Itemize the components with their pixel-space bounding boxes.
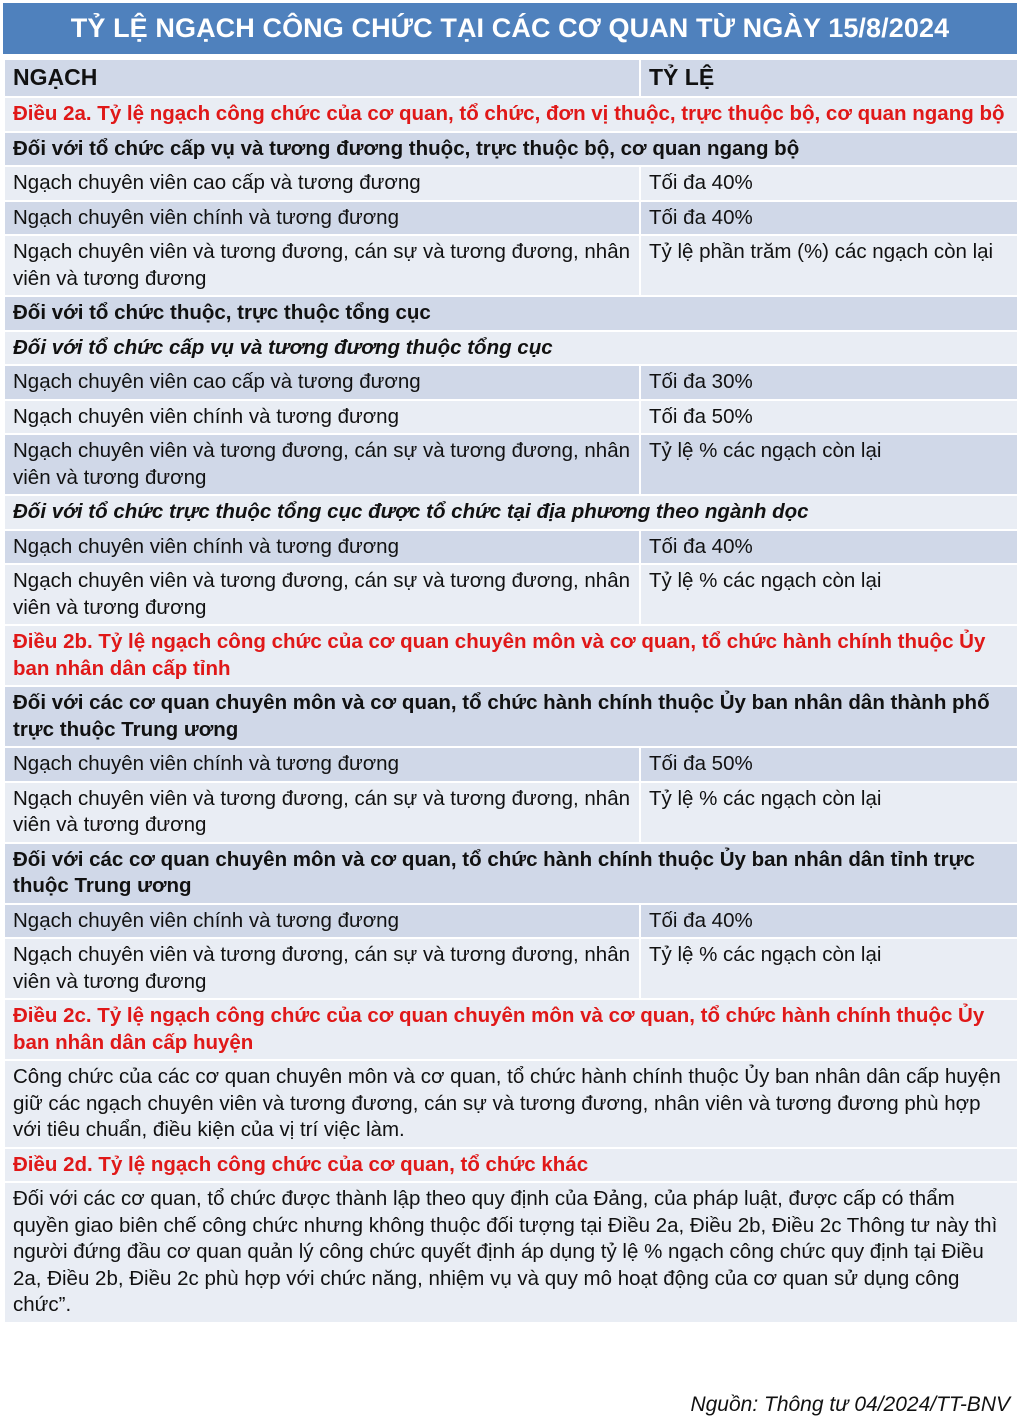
para-text: Đối với các cơ quan, tổ chức được thành lập theo quy định của Đảng, của pháp luật, được cấp có thẩm quyền giao biên chế công chức nhưng không thuộc đối tượng tại Điều 2a, Điều 2b, Điều 2c Thông tư này thì người đứng đầu cơ quan quản lý công chức quyết định áp dụng tỷ lệ % ngạch công chức quy định tại Điều 2a, Điều 2b, Điều 2c phù hợp với chức năng, nhiệm vụ và quy mô hoạt động của cơ quan sử dụng công chức”. — [4, 1182, 1018, 1323]
ratio-table — [3, 58, 1019, 1324]
header-ratio: TỶ LỆ — [640, 59, 1018, 97]
section-text: Đối với tổ chức cấp vụ và tương đương thuộc, trực thuộc bộ, cơ quan ngang bộ — [4, 132, 1018, 167]
table-row — [4, 166, 1018, 201]
grade-cell: Ngạch chuyên viên cao cấp và tương đương — [4, 365, 640, 400]
table-header-row — [4, 59, 1018, 97]
subsection-text: Đối với tổ chức cấp vụ và tương đương thuộc tổng cục — [4, 331, 1018, 366]
table-row — [4, 938, 1018, 999]
subsection-heading-row — [4, 331, 1018, 366]
table-row — [4, 201, 1018, 236]
ratio-cell: Tối đa 50% — [640, 400, 1018, 435]
section-heading-row — [4, 686, 1018, 747]
grade-cell: Ngạch chuyên viên và tương đương, cán sự và tương đương, nhân viên và tương đương — [4, 434, 640, 495]
table-row — [4, 564, 1018, 625]
para-text: Công chức của các cơ quan chuyên môn và cơ quan, tổ chức hành chính thuộc Ủy ban nhân dân cấp huyện giữ các ngạch chuyên viên và tương đương, cán sự và tương đương, nhân viên và tương đương phù hợp với tiêu chuẩn, điều kiện của vị trí việc làm. — [4, 1060, 1018, 1148]
table-row — [4, 747, 1018, 782]
table-row — [4, 434, 1018, 495]
subsection-heading-row — [4, 495, 1018, 530]
section-text: Đối với các cơ quan chuyên môn và cơ quan, tổ chức hành chính thuộc Ủy ban nhân dân thành phố trực thuộc Trung ương — [4, 686, 1018, 747]
grade-cell: Ngạch chuyên viên chính và tương đương — [4, 530, 640, 565]
ratio-cell: Tối đa 40% — [640, 166, 1018, 201]
subsection-text: Đối với tổ chức trực thuộc tổng cục được tổ chức tại địa phương theo ngành dọc — [4, 495, 1018, 530]
grade-cell: Ngạch chuyên viên và tương đương, cán sự và tương đương, nhân viên và tương đương — [4, 938, 640, 999]
grade-cell: Ngạch chuyên viên và tương đương, cán sự và tương đương, nhân viên và tương đương — [4, 564, 640, 625]
article-heading-row — [4, 625, 1018, 686]
section-heading-row — [4, 296, 1018, 331]
table-row — [4, 235, 1018, 296]
table-row — [4, 400, 1018, 435]
grade-cell: Ngạch chuyên viên chính và tương đương — [4, 400, 640, 435]
article-text: Điều 2c. Tỷ lệ ngạch công chức của cơ quan chuyên môn và cơ quan, tổ chức hành chính thuộc Ủy ban nhân dân cấp huyện — [4, 999, 1018, 1060]
ratio-cell: Tối đa 40% — [640, 904, 1018, 939]
grade-cell: Ngạch chuyên viên và tương đương, cán sự và tương đương, nhân viên và tương đương — [4, 782, 640, 843]
section-heading-row — [4, 843, 1018, 904]
ratio-cell: Tỷ lệ % các ngạch còn lại — [640, 938, 1018, 999]
article-heading-row — [4, 1148, 1018, 1183]
ratio-cell: Tỷ lệ % các ngạch còn lại — [640, 564, 1018, 625]
article-text: Điều 2a. Tỷ lệ ngạch công chức của cơ quan, tổ chức, đơn vị thuộc, trực thuộc bộ, cơ quan ngang bộ — [4, 97, 1018, 132]
ratio-cell: Tối đa 40% — [640, 530, 1018, 565]
grade-cell: Ngạch chuyên viên cao cấp và tương đương — [4, 166, 640, 201]
article-text: Điều 2d. Tỷ lệ ngạch công chức của cơ quan, tổ chức khác — [4, 1148, 1018, 1183]
section-text: Đối với các cơ quan chuyên môn và cơ quan, tổ chức hành chính thuộc Ủy ban nhân dân tỉnh trực thuộc Trung ương — [4, 843, 1018, 904]
ratio-cell: Tối đa 40% — [640, 201, 1018, 236]
ratio-cell: Tối đa 30% — [640, 365, 1018, 400]
ratio-cell: Tối đa 50% — [640, 747, 1018, 782]
article-heading-row — [4, 97, 1018, 132]
section-heading-row — [4, 132, 1018, 167]
table-row — [4, 904, 1018, 939]
source-note: Nguồn: Thông tư 04/2024/TT-BNV — [690, 1393, 1010, 1416]
grade-cell: Ngạch chuyên viên và tương đương, cán sự và tương đương, nhân viên và tương đương — [4, 235, 640, 296]
grade-cell: Ngạch chuyên viên chính và tương đương — [4, 747, 640, 782]
table-row — [4, 782, 1018, 843]
ratio-cell: Tỷ lệ phần trăm (%) các ngạch còn lại — [640, 235, 1018, 296]
table-row — [4, 530, 1018, 565]
section-text: Đối với tổ chức thuộc, trực thuộc tổng cục — [4, 296, 1018, 331]
article-heading-row — [4, 999, 1018, 1060]
page-title: TỶ LỆ NGẠCH CÔNG CHỨC TẠI CÁC CƠ QUAN TỪ NGÀY 15/8/2024 — [3, 3, 1017, 54]
grade-cell: Ngạch chuyên viên chính và tương đương — [4, 201, 640, 236]
table-row — [4, 365, 1018, 400]
paragraph-row — [4, 1060, 1018, 1148]
paragraph-row — [4, 1182, 1018, 1323]
ratio-cell: Tỷ lệ % các ngạch còn lại — [640, 782, 1018, 843]
ratio-cell: Tỷ lệ % các ngạch còn lại — [640, 434, 1018, 495]
header-grade: NGẠCH — [4, 59, 640, 97]
grade-cell: Ngạch chuyên viên chính và tương đương — [4, 904, 640, 939]
article-text: Điều 2b. Tỷ lệ ngạch công chức của cơ quan chuyên môn và cơ quan, tổ chức hành chính thuộc Ủy ban nhân dân cấp tỉnh — [4, 625, 1018, 686]
watermark-logo: DÂN TRÍ — [10, 1372, 125, 1405]
ratio-table-body — [4, 59, 1018, 1323]
